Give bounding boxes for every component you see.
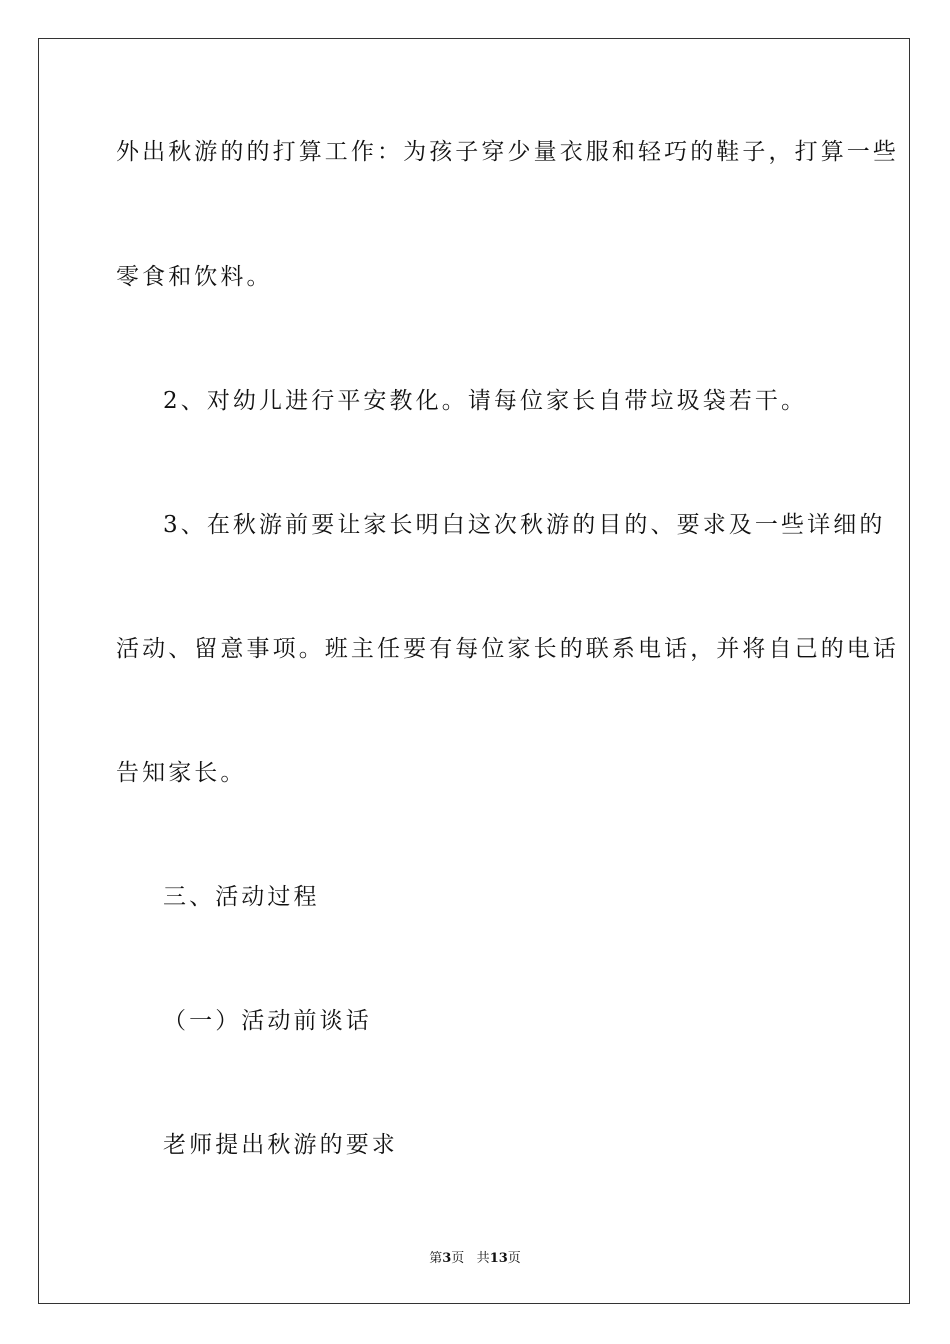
body-line-6: 告知家长。 xyxy=(116,760,247,786)
body-line-5: 活动、留意事项。班主任要有每位家长的联系电话，并将自己的电话 xyxy=(116,636,899,662)
footer-total-suffix: 页 xyxy=(507,1251,521,1266)
page-footer xyxy=(0,1247,950,1266)
body-line-3: 2、对幼儿进行平安教化。请每位家长自带垃圾袋若干。 xyxy=(163,388,808,414)
subsection-heading: （一）活动前谈话 xyxy=(163,1008,372,1034)
footer-total-pages: 13 xyxy=(489,1251,508,1266)
body-line-9: 老师提出秋游的要求 xyxy=(163,1132,398,1158)
footer-total-prefix: 共 xyxy=(476,1251,490,1266)
section-heading: 三、活动过程 xyxy=(163,884,320,910)
page-frame xyxy=(38,38,910,1304)
body-line-4: 3、在秋游前要让家长明白这次秋游的目的、要求及一些详细的 xyxy=(163,512,886,538)
body-line-1: 外出秋游的的打算工作：为孩子穿少量衣服和轻巧的鞋子，打算一些 xyxy=(116,139,899,165)
footer-page-suffix: 页 xyxy=(451,1251,465,1266)
footer-page-number: 3 xyxy=(442,1251,452,1266)
body-line-2: 零食和饮料。 xyxy=(116,264,273,290)
footer-page-prefix: 第 xyxy=(429,1251,443,1266)
